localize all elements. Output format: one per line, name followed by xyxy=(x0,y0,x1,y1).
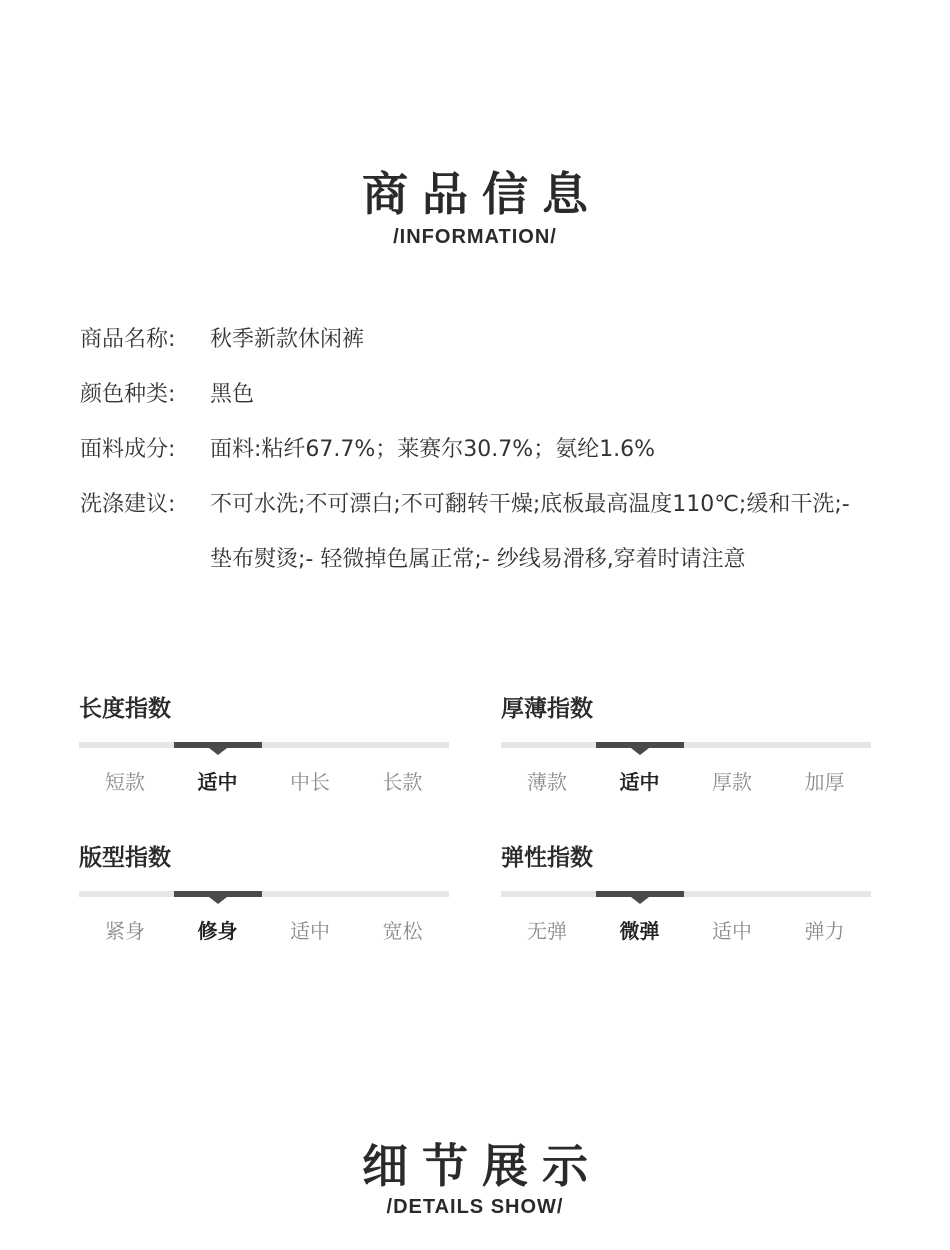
index-track xyxy=(501,742,871,748)
index-indicator xyxy=(174,891,262,897)
index-track xyxy=(501,891,871,897)
info-label: 洗涤建议: xyxy=(80,492,176,517)
details-subtitle: /DETAILS SHOW/ xyxy=(386,1196,564,1218)
index-option: 厚款 xyxy=(712,770,752,794)
index-option: 加厚 xyxy=(804,770,845,794)
index-option: 适中 xyxy=(712,919,752,943)
info-value: 秋季新款休闲裤 xyxy=(210,327,365,352)
index-indicator xyxy=(596,742,684,748)
index-option: 无弹 xyxy=(527,919,567,943)
details-title: 细节展示 xyxy=(362,1139,602,1193)
thickness-index xyxy=(501,690,871,810)
index-option: 短款 xyxy=(105,770,145,794)
index-option: 适中 xyxy=(197,770,238,794)
info-value: 黑色 xyxy=(210,382,255,407)
index-title: 长度指数 xyxy=(79,696,171,722)
index-option: 适中 xyxy=(619,770,660,794)
elasticity-index xyxy=(501,839,871,959)
info-value: 面料:粘纤67.7%；莱赛尔30.7%；氨纶1.6% xyxy=(210,437,656,462)
info-label: 商品名称: xyxy=(80,327,176,352)
index-title: 弹性指数 xyxy=(501,845,593,871)
index-indicator xyxy=(596,891,684,897)
index-title: 厚薄指数 xyxy=(501,696,593,722)
index-option: 修身 xyxy=(197,919,238,943)
info-subtitle: /INFORMATION/ xyxy=(393,226,557,248)
index-option: 薄款 xyxy=(527,770,567,794)
info-label: 颜色种类: xyxy=(80,382,176,407)
index-track xyxy=(79,742,449,748)
index-option: 微弹 xyxy=(619,919,660,943)
index-option: 适中 xyxy=(290,919,330,943)
index-option: 宽松 xyxy=(382,919,423,943)
index-title: 版型指数 xyxy=(79,845,171,871)
length-index xyxy=(79,690,449,810)
info-value: 不可水洗;不可漂白;不可翻转干燥;底板最高温度110℃;缓和干洗;- 垫布熨烫;- 轻微掉色属正常;- 纱线易滑移,穿着时请注意 xyxy=(210,492,850,572)
info-title: 商品信息 xyxy=(362,167,602,221)
index-option: 长款 xyxy=(382,770,423,794)
fit-index xyxy=(79,839,449,959)
index-indicator xyxy=(174,742,262,748)
index-track xyxy=(79,891,449,897)
index-option: 弹力 xyxy=(804,919,845,943)
index-option: 紧身 xyxy=(105,919,145,943)
index-option: 中长 xyxy=(290,770,330,794)
info-label: 面料成分: xyxy=(80,437,176,462)
